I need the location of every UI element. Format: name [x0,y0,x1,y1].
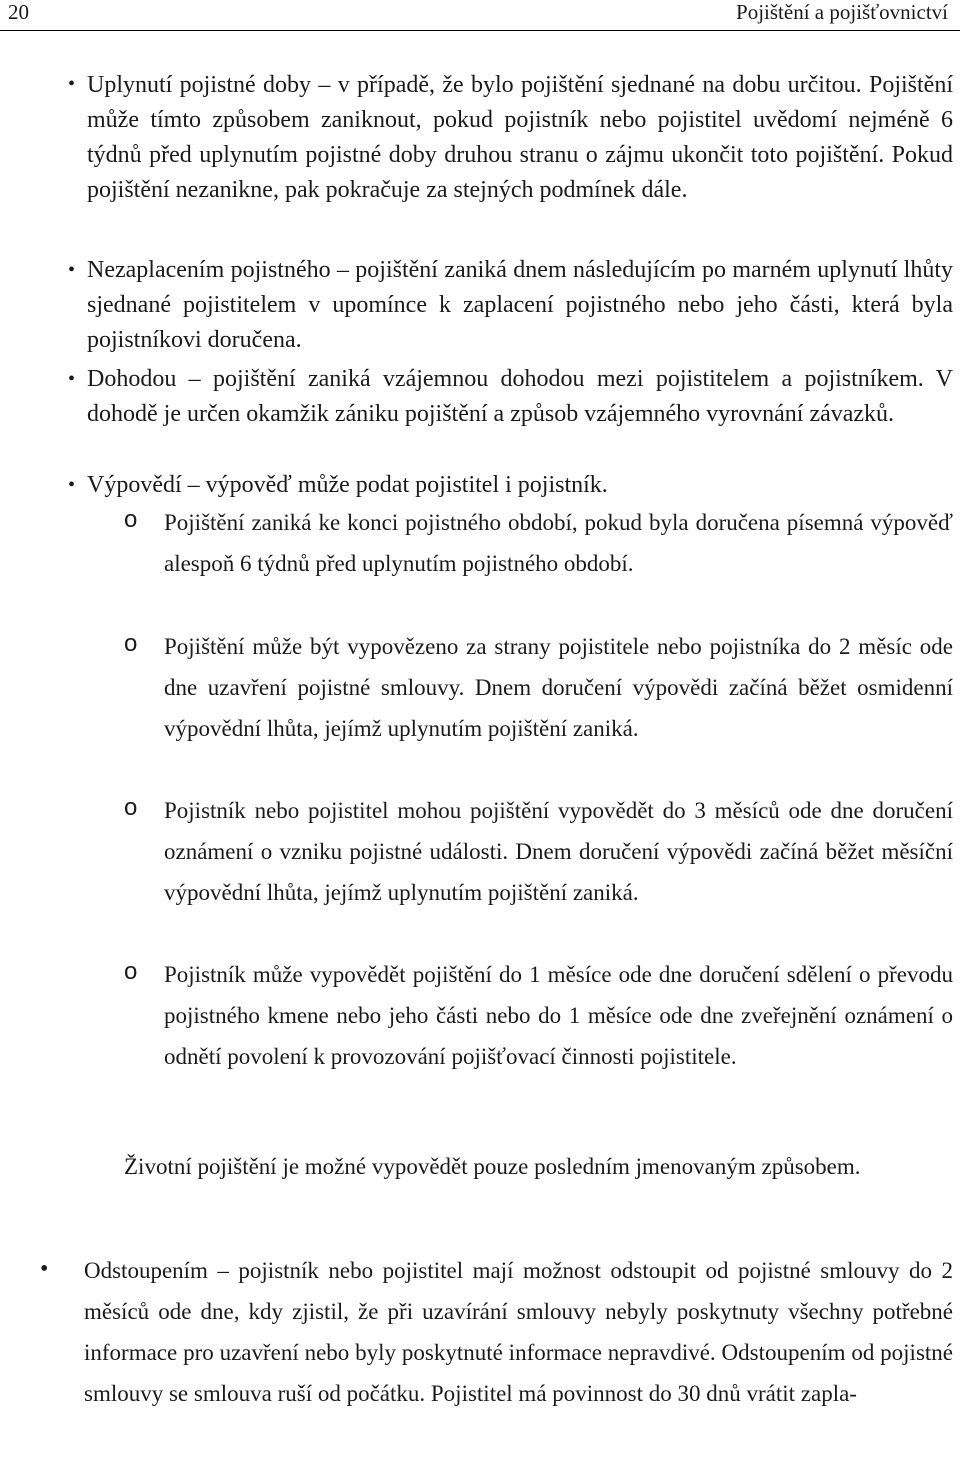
list-item: Odstoupením – pojistník nebo pojistitel mají možnost odstoupit od pojistné smlouvy do 2 měsíců ode dne, kdy zjistil, že při uzavírání smlouvy nebyly poskytnuty všechny potřebné informace pro uzavření nebo byly poskytnuté informace nepravdivé. Odstoupením od pojistné smlouvy se smlouva ruší od počátku. Pojistitel má povinnost do 30 dnů vrátit zapla- [84,1258,953,1406]
sub-list-item: Pojištění může být vypovězeno za strany pojistitele nebo pojistníka do 2 měsíc ode dne uzavření pojistné smlouvy. Dnem doručení výpovědi začíná běžet osmidenní výpovědní lhůta, jejímž uplynutím pojištění zaniká. [164,634,953,741]
page-header [0,0,960,31]
sub-bullet-marker: o [124,794,138,821]
bullet-marker: • [68,474,76,496]
bullet-marker: • [68,368,76,390]
note-paragraph: Životní pojištění je možné vypovědět pouze posledním jmenovaným způsobem. [124,1154,861,1179]
bullet-marker: • [40,1256,49,1282]
page-number: 20 [8,0,29,24]
sub-list-item: Pojistník nebo pojistitel mohou pojištění vypovědět do 3 měsíců ode dne doručení oznámení o vzniku pojistné události. Dnem doručení výpovědi začíná běžet měsíční výpovědní lhůta, jejímž uplynutím pojištění zaniká. [164,798,953,905]
bullet-marker: • [68,259,76,281]
sub-list-item: Pojištění zaniká ke konci pojistného období, pokud byla doručena písemná výpověď alespoň 6 týdnů před uplynutím pojistného období. [164,510,953,576]
bullet-marker: • [68,73,76,95]
sub-bullet-marker: o [124,506,138,533]
list-item: Výpovědí – výpověď může podat pojistitel i pojistník. [87,472,608,498]
sub-bullet-marker: o [124,958,138,985]
sub-bullet-marker: o [124,630,138,657]
sub-list-item: Pojistník může vypovědět pojištění do 1 měsíce ode dne doručení sdělení o převodu pojistného kmene nebo jeho části nebo do 1 měsíce ode dne zveřejnění oznámení o odnětí povolení k provozování pojišťovací činnosti pojistitele. [164,962,953,1069]
running-title: Pojištění a pojišťovnictví [736,0,948,24]
list-item: Nezaplacením pojistného – pojištění zaniká dnem následujícím po marném uplynutí lhůty sjednané pojistitelem v upomínce k zaplacení pojistného nebo jeho části, která byla pojistníkovi doručena. [87,257,953,353]
list-item: Dohodou – pojištění zaniká vzájemnou dohodou mezi pojistitelem a pojistníkem. V dohodě je určen okamžik zániku pojištění a způsob vzájemného vyrovnání závazků. [87,366,953,427]
list-item: Uplynutí pojistné doby – v případě, že bylo pojištění sjednané na dobu určitou. Pojištění může tímto způsobem zaniknout, pokud pojistník nebo pojistitel uvědomí nejméně 6 týdnů před uplynutím pojistné doby druhou stranu o zájmu ukončit toto pojištění. Pokud pojištění nezanikne, pak pokračuje za stejných podmínek dále. [87,72,953,203]
